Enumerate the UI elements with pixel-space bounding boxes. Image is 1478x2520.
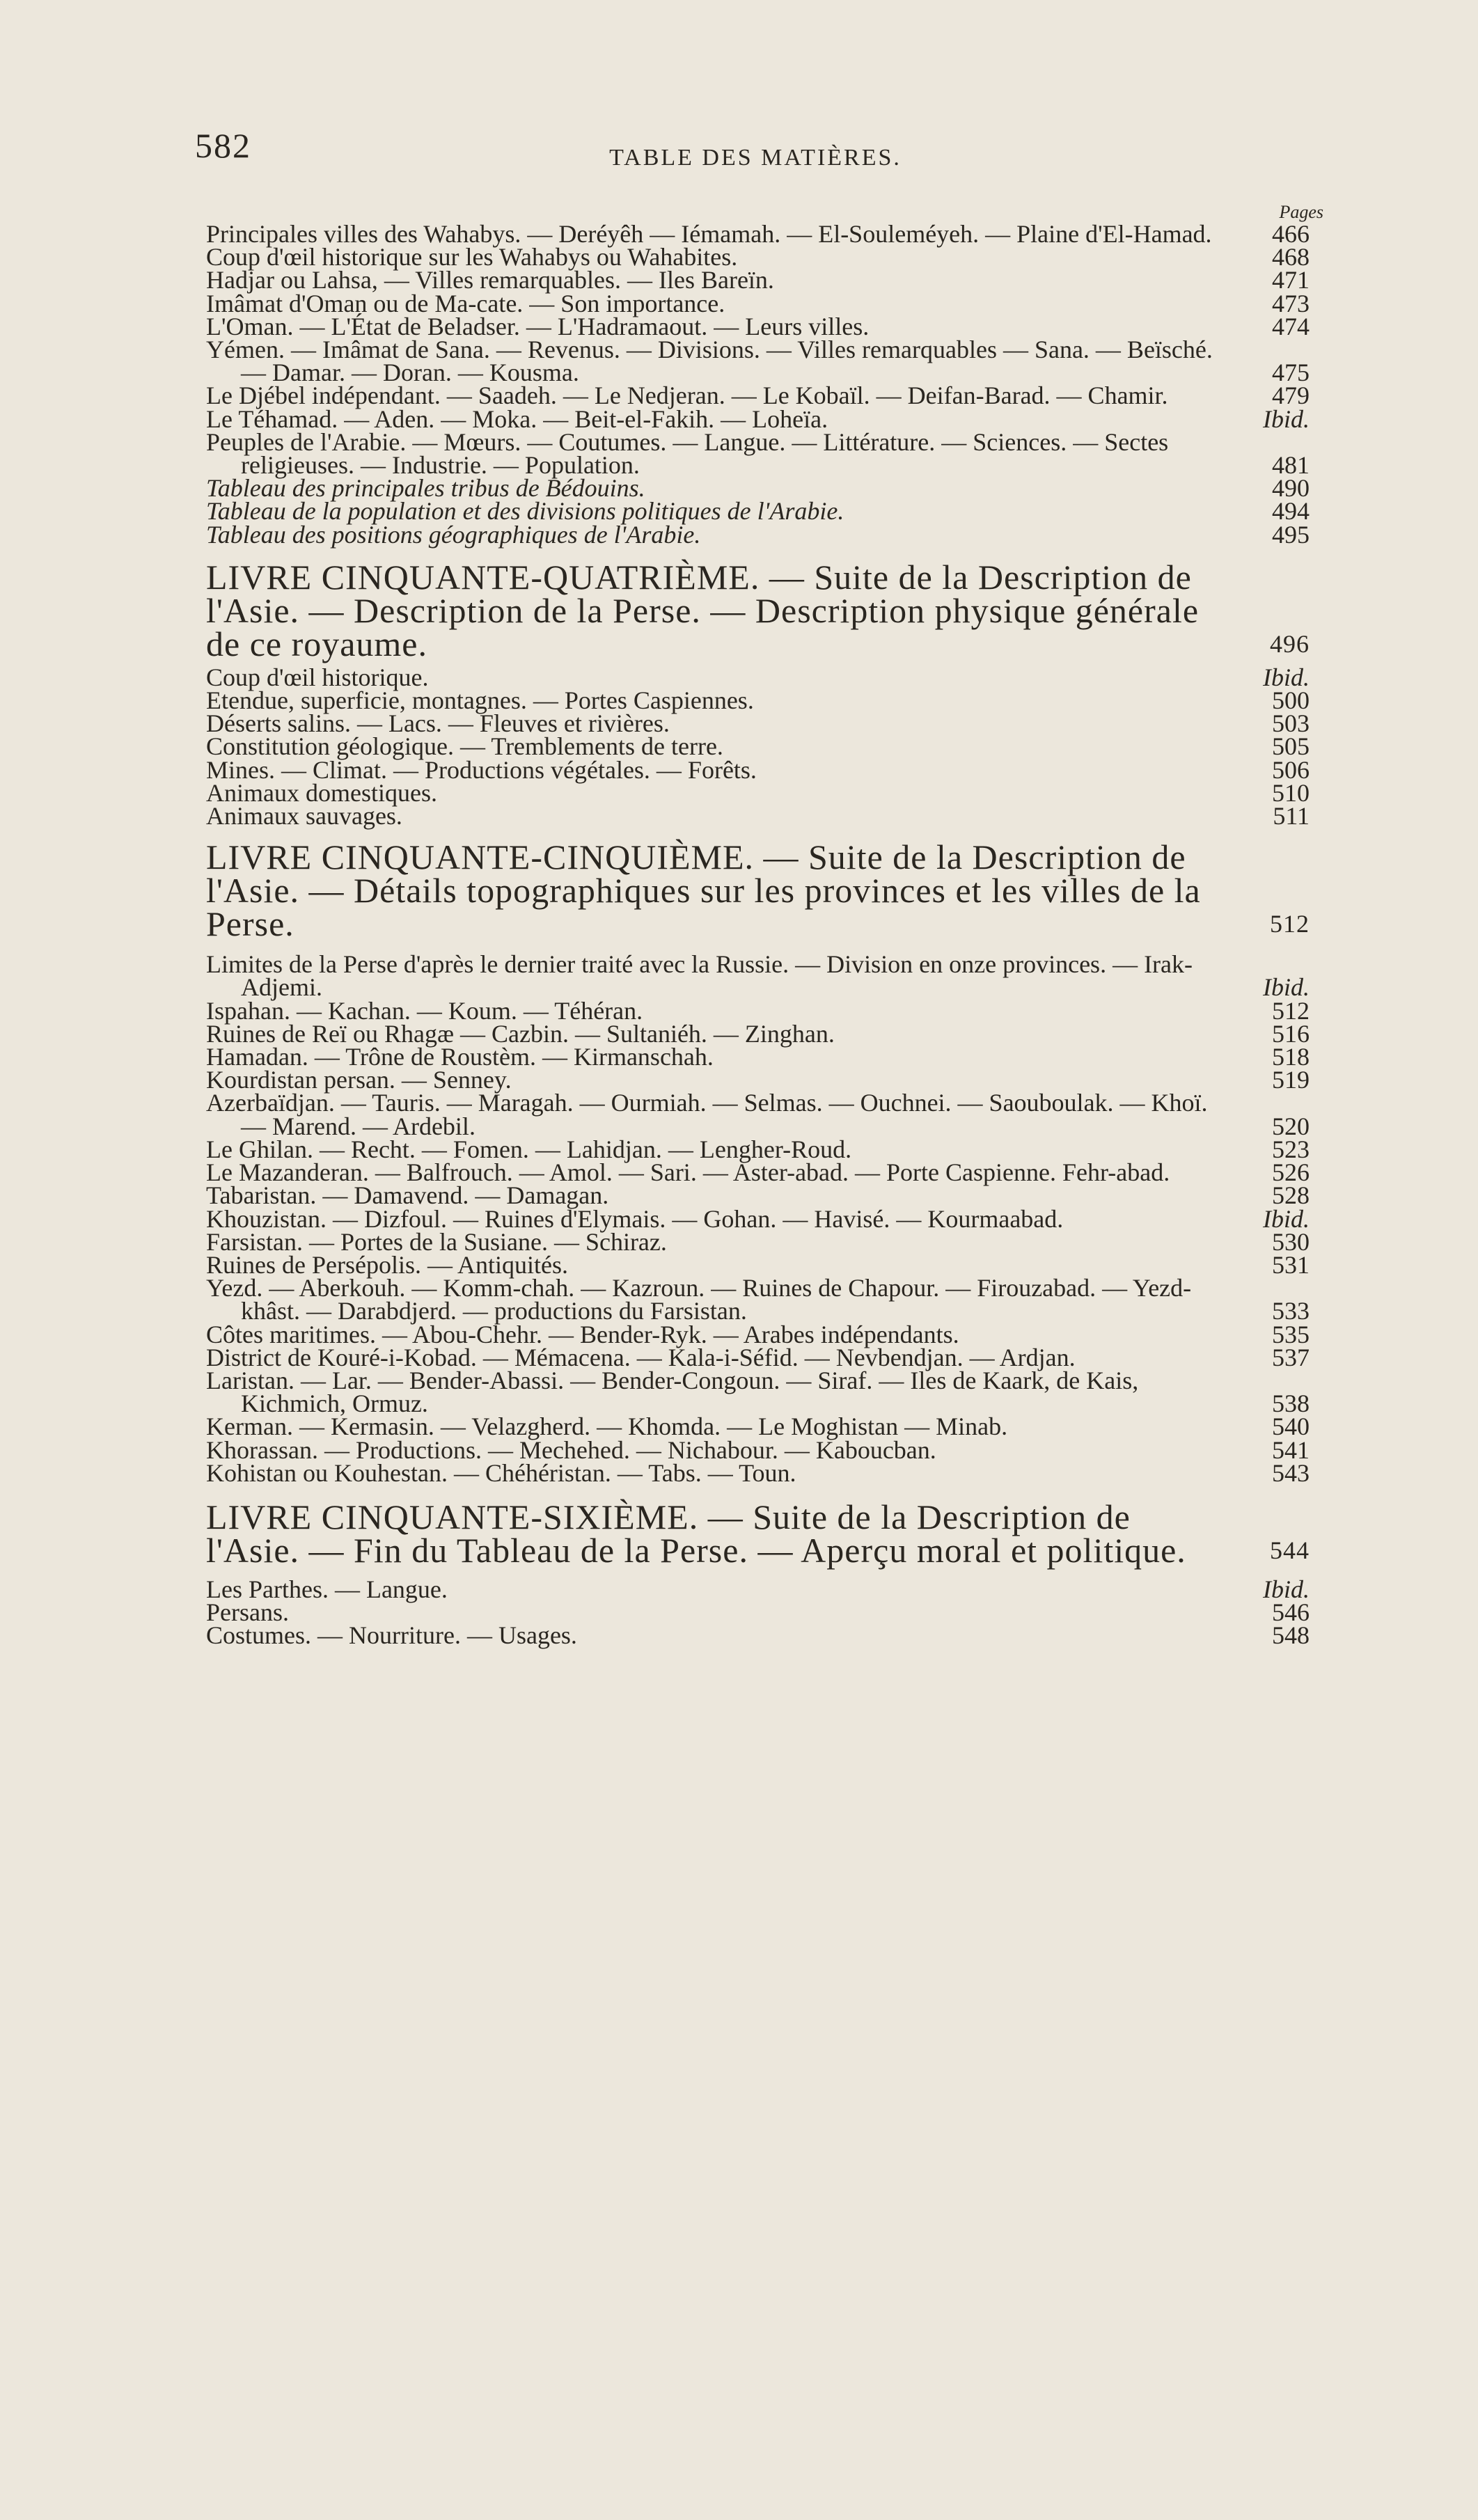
entry-text: Azerbaïdjan. — Tauris. — Maragah. — Ourmiah. — Selmas. — Ouchnei. — Saouboulak. — Khoï. — Marend. — Ardebil. [206,1089,1208,1140]
entry-page: Ibid. [1263,973,1310,1002]
toc-entry [206,427,1310,480]
entry-page: 495 [1272,520,1310,549]
entry-page: 512 [1272,996,1310,1025]
entry-page: 481 [1272,451,1310,480]
entry-text: Le Mazanderan. — Balfrouch. — Amol. — Sari. — Aster-abad. — Porte Caspienne. Fehr-abad. [206,1158,1170,1187]
book-heading-page: 544 [1270,1536,1310,1564]
entry-text: Hamadan. — Trône de Roustèm. — Kirmanschah. [206,1043,714,1071]
entry-text: Principales villes des Wahabys. — Deréyêh — Iémamah. — El-Souleméyeh. — Plaine d'El-Hamad. [206,220,1212,248]
entry-text: Hadjar ou Lahsa, — Villes remarquables. — Iles Bareïn. [206,266,774,294]
book-heading-page: 496 [1270,629,1310,658]
entry-text: Constitution géologique. — Tremblements de terre. [206,732,723,761]
entry-text: Peuples de l'Arabie. — Mœurs. — Coutumes. — Langue. — Littérature. — Sciences. — Sectes religieuses. — Industrie. — Population. [206,427,1169,480]
entry-page: Ibid. [1263,663,1310,691]
entry-text: Ispahan. — Kachan. — Koum. — Téhéran. [206,996,643,1025]
toc-entry [206,1621,1310,1650]
entry-page: 471 [1272,266,1310,294]
entry-page: 528 [1272,1181,1310,1210]
page-number: 582 [195,126,251,165]
entry-page: 511 [1273,802,1310,830]
entry-page: 500 [1272,686,1310,715]
entry-page: Ibid. [1263,404,1310,433]
entry-page: 531 [1272,1250,1310,1279]
book-heading-text: LIVRE CINQUANTE-CINQUIÈME. — Suite de la Description de l'Asie. — Détails topographiques sur les provinces et les villes de la Perse. [206,837,1201,944]
entry-page: 538 [1272,1389,1310,1418]
running-title: TABLE DES MATIÈRES. [609,145,902,171]
entry-text: Ruines de Reï ou Rhagæ — Cazbin. — Sultaniéh. — Zinghan. [206,1019,835,1048]
entry-page: 546 [1272,1598,1310,1627]
entry-text: Costumes. — Nourriture. — Usages. [206,1621,577,1650]
book-heading [206,837,1310,944]
entry-text: Kerman. — Kermasin. — Velazgherd. — Khomda. — Le Moghistan — Minab. [206,1412,1008,1441]
entry-page: 503 [1272,709,1310,738]
entry-page: 523 [1272,1135,1310,1163]
entry-page: 490 [1272,474,1310,503]
toc-entry [206,950,1310,1002]
entry-text: Le Djébel indépendant. — Saadeh. — Le Nedjeran. — Le Kobaïl. — Deifan-Barad. — Chamir. [206,381,1168,410]
entry-text: Imâmat d'Oman ou de Ma-cate. — Son importance. [206,289,725,317]
entry-text: Laristan. — Lar. — Bender-Abassi. — Bender-Congoun. — Siraf. — Iles de Kaark, de Kais, Kichmich, Ormuz. [206,1366,1139,1418]
entry-text: Le Ghilan. — Recht. — Fomen. — Lahidjan. — Lengher-Roud. [206,1135,852,1163]
entry-text: Limites de la Perse d'après le dernier traité avec la Russie. — Division en onze provinces. — Irak-Adjemi. [206,950,1193,1002]
entry-text: Tableau des positions géographiques de l'Arabie. [206,520,701,549]
entry-page: Ibid. [1263,1575,1310,1603]
entry-page: 479 [1272,381,1310,410]
entry-page: 466 [1272,220,1310,248]
entry-page: 541 [1272,1435,1310,1464]
entry-page: 518 [1272,1043,1310,1071]
book-heading-text: LIVRE CINQUANTE-SIXIÈME. — Suite de la Description de l'Asie. — Fin du Tableau de la Perse. — Aperçu moral et politique. [206,1497,1186,1570]
entry-text: Animaux domestiques. [206,778,437,807]
entry-text: Animaux sauvages. [206,802,402,830]
toc-entry [206,336,1310,387]
book-heading [206,557,1310,663]
entry-page: Ibid. [1263,1204,1310,1233]
entry-text: Yezd. — Aberkouh. — Komm-chah. — Kazroun. — Ruines de Chapour. — Firouzabad. — Yezd-khâst. — Darabdjerd. — productions du Farsistan. [206,1274,1192,1325]
toc-entry [206,1274,1310,1325]
entry-text: Farsistan. — Portes de la Susiane. — Schiraz. [206,1227,667,1256]
entry-text: L'Oman. — L'État de Beladser. — L'Hadramaout. — Leurs villes. [206,312,870,340]
entry-page: 474 [1272,312,1310,340]
entry-text: District de Kouré-i-Kobad. — Mémacena. — Kala-i-Séfid. — Nevbendjan. — Ardjan. [206,1343,1076,1371]
entry-text: Khorassan. — Productions. — Mechehed. — Nichabour. — Kaboucban. [206,1435,936,1464]
entry-page: 519 [1272,1066,1310,1094]
entry-text: Tableau de la population et des divisions politiques de l'Arabie. [206,497,844,526]
entry-page: 475 [1272,359,1310,387]
toc-entry [206,520,1310,549]
toc-entry [206,1575,1310,1603]
table-of-contents [206,220,1310,1650]
entry-text: Tableau des principales tribus de Bédouins. [206,474,645,503]
pages-column-label: Pages [1279,202,1323,222]
entry-page: 505 [1272,732,1310,761]
entry-page: 535 [1272,1320,1310,1348]
entry-page: 533 [1272,1297,1310,1325]
entry-text: Yémen. — Imâmat de Sana. — Revenus. — Divisions. — Villes remarquables — Sana. — Beïsché. — Damar. — Doran. — Kousma. [206,336,1213,387]
entry-page: 530 [1272,1227,1310,1256]
entry-text: Tabaristan. — Damavend. — Damagan. [206,1181,609,1210]
entry-page: 526 [1272,1158,1310,1187]
toc-entry [206,802,1310,830]
book-heading-page: 512 [1270,910,1310,938]
toc-entry [206,1366,1310,1418]
entry-text: Coup d'œil historique sur les Wahabys ou Wahabites. [206,243,738,271]
entry-text: Coup d'œil historique. [206,663,429,691]
entry-text: Persans. [206,1598,289,1627]
entry-text: Kohistan ou Kouhestan. — Chéhéristan. — Tabs. — Toun. [206,1458,796,1487]
entry-page: 537 [1272,1343,1310,1371]
entry-page: 506 [1272,755,1310,784]
entry-page: 540 [1272,1412,1310,1441]
entry-page: 468 [1272,243,1310,271]
entry-text: Ruines de Persépolis. — Antiquités. [206,1250,568,1279]
toc-entry [206,1089,1310,1140]
entry-text: Les Parthes. — Langue. [206,1575,448,1603]
entry-text: Kourdistan persan. — Senney. [206,1066,512,1094]
book-heading [206,1497,1310,1570]
entry-page: 516 [1272,1019,1310,1048]
entry-text: Khouzistan. — Dizfoul. — Ruines d'Elymais. — Gohan. — Havisé. — Kourmaabad. [206,1204,1064,1233]
entry-page: 510 [1272,778,1310,807]
book-heading-text: LIVRE CINQUANTE-QUATRIÈME. — Suite de la Description de l'Asie. — Description de la Perse. — Description physique générale de ce royaume. [206,557,1200,663]
entry-page: 473 [1272,289,1310,317]
entry-page: 543 [1272,1458,1310,1487]
entry-text: Déserts salins. — Lacs. — Fleuves et rivières. [206,709,670,738]
entry-page: 548 [1272,1621,1310,1650]
entry-text: Côtes maritimes. — Abou-Chehr. — Bender-Ryk. — Arabes indépendants. [206,1320,959,1348]
page-header [195,125,1316,174]
toc-entry [206,1458,1310,1487]
entry-text: Le Téhamad. — Aden. — Moka. — Beit-el-Fakih. — Loheïa. [206,404,828,433]
entry-page: 520 [1272,1112,1310,1140]
entry-text: Mines. — Climat. — Productions végétales. — Forêts. [206,755,757,784]
entry-text: Etendue, superficie, montagnes. — Portes Caspiennes. [206,686,754,715]
entry-page: 494 [1272,497,1310,526]
